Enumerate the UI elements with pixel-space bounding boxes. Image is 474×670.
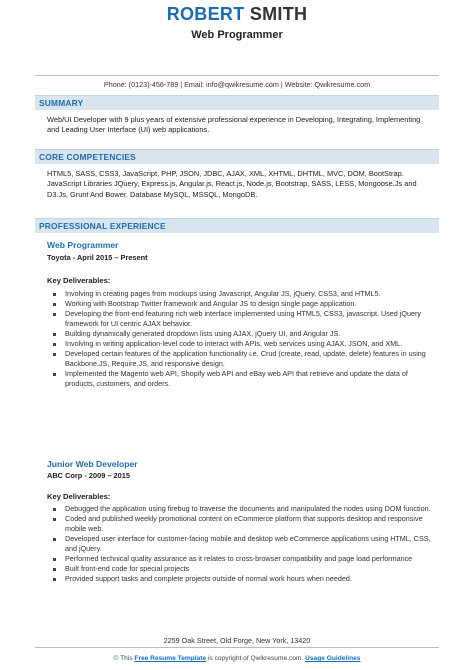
deliverables-list bbox=[47, 504, 435, 584]
credits-text-this: This bbox=[120, 655, 133, 662]
list-item: Provided support tasks and complete projects outside of normal work hours when needed. bbox=[47, 574, 435, 584]
list-item: Developing the front-end featuring rich web interface implemented using HTML5, CSS3, javascript. Used jQuery framework for UI centric AJAX behavior. bbox=[47, 309, 435, 329]
section-header-professional-experience bbox=[35, 218, 439, 233]
first-name: ROBERT bbox=[166, 4, 245, 24]
job-role: Web Programmer bbox=[47, 240, 119, 250]
list-item: Involving in creating pages from mockups using Javascript, Angular JS, jQuery, CSS3, and HTML5. bbox=[47, 289, 435, 299]
list-item: Involving in writing application-level code to interact with APIs, web services using AJAX, JSON, and XML. bbox=[47, 339, 435, 349]
section-header-core-competencies bbox=[35, 149, 439, 164]
competencies-text: HTML5, SASS, CSS3, JavaScript, PHP, JSON, JDBC, AJAX, XML, XHTML, DHTML, MVC, DOM, BootStrap. JavaScript Libraries JQuery, Express.js, Angular.js, React.js, Node.js, Bootstrap, SASS, LESS, Mongoose.Js and D3.Js, Grunt And Bower. Database MySQL, MSSQL, MongoDB. bbox=[47, 169, 417, 199]
usage-guidelines-link[interactable]: Usage Guidelines bbox=[305, 655, 361, 662]
footer-divider bbox=[35, 647, 439, 648]
list-item: Debugged the application using firebug to traverse the documents and manipulated the nodes using DOM function. bbox=[47, 504, 435, 514]
section-title: SUMMARY bbox=[39, 98, 84, 108]
list-item: Developed user interface for customer-facing mobile and desktop web eCommerce applications using HTML, CSS, and jQuery. bbox=[47, 534, 435, 554]
job-company: Toyota - April 2015 – Present bbox=[47, 253, 148, 262]
copyright-icon: © bbox=[113, 655, 119, 662]
deliverables-list bbox=[47, 289, 435, 389]
free-resume-template-link[interactable]: Free Resume Template bbox=[134, 655, 207, 662]
list-item: Implemented the Magento web API, Shopify web API and eBay web API that retrieve and update the data of products, customers, and orders. bbox=[47, 369, 435, 389]
section-header-summary bbox=[35, 95, 439, 110]
footer-credits bbox=[0, 655, 474, 662]
section-title: PROFESSIONAL EXPERIENCE bbox=[39, 221, 166, 231]
header-divider bbox=[35, 75, 439, 76]
key-deliverables-label: Key Deliverables: bbox=[47, 276, 111, 285]
credits-text-copyright: is copyright of Qwikresume.com. bbox=[207, 655, 304, 662]
list-item: Performed technical quality assurance as it relates to cross-browser compatibility and page load performance bbox=[47, 554, 435, 564]
summary-text: Web/UI Developer with 9 plus years of extensive professional experience in Developing, Integrating, Implementing and Leading User Interface (UI) web applications. bbox=[47, 115, 421, 135]
contact-line: Phone: (0123)-456-789 | Email: info@qwikresume.com | Website: Qwikresume.com bbox=[103, 80, 371, 89]
job-role: Junior Web Developer bbox=[47, 459, 138, 469]
job-company: ABC Corp - 2009 – 2015 bbox=[47, 471, 130, 480]
list-item: Built front-end code for special projects bbox=[47, 564, 435, 574]
last-name: SMITH bbox=[249, 4, 308, 24]
job-title: Web Programmer bbox=[191, 29, 283, 41]
candidate-name bbox=[0, 4, 474, 25]
list-item: Coded and published weekly promotional content on eCommerce platform that supports desktop and responsive mobile web. bbox=[47, 514, 435, 534]
list-item: Developed certain features of the application functionality i.e. Crud (create, read, update, delete) features in using Backbone.JS, Require.JS, and responsive design. bbox=[47, 349, 435, 369]
section-title: CORE COMPETENCIES bbox=[39, 152, 136, 162]
key-deliverables-label: Key Deliverables: bbox=[47, 492, 111, 501]
footer-address: 2259 Oak Street, Old Forge, New York, 13420 bbox=[163, 636, 311, 645]
list-item: Working with Bootstrap Twitter framework and Angular JS to design single page application. bbox=[47, 299, 435, 309]
list-item: Building dynamically generated dropdown lists using AJAX, jQuery UI, and Angular JS. bbox=[47, 329, 435, 339]
